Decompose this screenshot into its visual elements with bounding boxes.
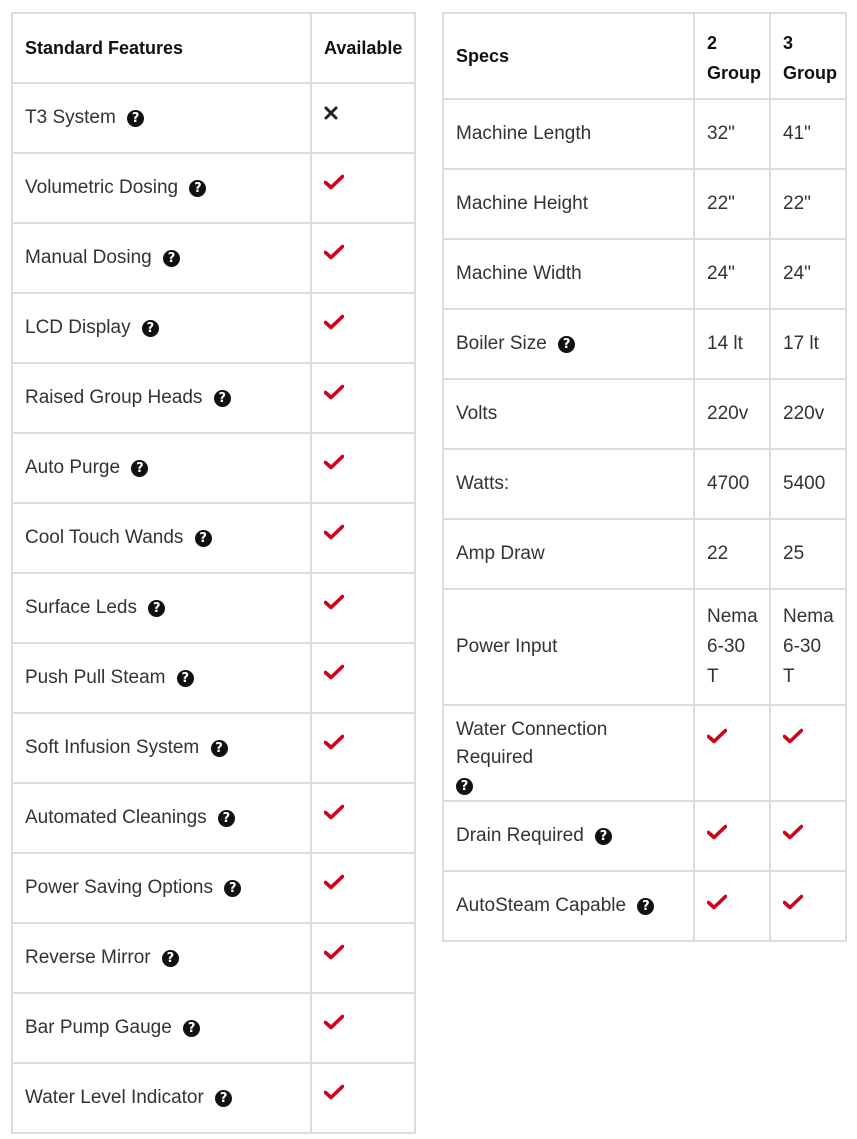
spec-g2-value-line: T xyxy=(707,666,719,687)
feature-available-cell xyxy=(311,153,415,223)
spec-label-cell xyxy=(443,309,694,379)
question-circle-icon[interactable]: ? xyxy=(195,530,212,547)
feature-available-cell xyxy=(311,853,415,923)
feature-label-cell xyxy=(12,293,311,363)
question-circle-icon[interactable]: ? xyxy=(142,320,159,337)
spec-g2-value-cell xyxy=(694,379,770,449)
spec-label: Volts xyxy=(456,403,498,424)
question-circle-icon[interactable]: ? xyxy=(558,336,575,353)
spec-label: Boiler Size xyxy=(456,333,547,354)
feature-label: T3 System xyxy=(25,107,116,128)
spec-row xyxy=(443,801,846,871)
feature-label: Volumetric Dosing xyxy=(25,177,179,198)
feature-row xyxy=(12,713,415,783)
check-icon xyxy=(707,824,727,840)
question-circle-icon[interactable]: ? xyxy=(214,390,231,407)
question-circle-icon[interactable]: ? xyxy=(456,778,473,795)
feature-available-cell xyxy=(311,573,415,643)
check-icon xyxy=(783,824,803,840)
spec-label-cell xyxy=(443,589,694,705)
question-circle-icon[interactable]: ? xyxy=(162,950,179,967)
feature-available-cell xyxy=(311,783,415,853)
check-icon xyxy=(324,314,344,330)
spec-g3-value-cell xyxy=(770,519,846,589)
feature-label-cell xyxy=(12,783,311,853)
check-icon xyxy=(324,1084,344,1100)
spec-row xyxy=(443,449,846,519)
feature-row xyxy=(12,573,415,643)
spec-label-cell xyxy=(443,801,694,871)
feature-label-cell xyxy=(12,573,311,643)
feature-label-cell xyxy=(12,923,311,993)
spec-label: AutoSteam Capable xyxy=(456,895,627,916)
spec-row xyxy=(443,705,846,801)
feature-row xyxy=(12,293,415,363)
spec-row xyxy=(443,519,846,589)
spec-g2-value: 22" xyxy=(707,193,735,214)
feature-label-cell xyxy=(12,643,311,713)
spec-g3-value-cell xyxy=(770,379,846,449)
spec-g3-check-cell xyxy=(770,801,846,871)
feature-label: Push Pull Steam xyxy=(25,667,166,688)
spec-label-cell xyxy=(443,239,694,309)
check-icon xyxy=(783,894,803,910)
spec-g2-value-cell xyxy=(694,169,770,239)
question-circle-icon[interactable]: ? xyxy=(183,1020,200,1037)
spec-row xyxy=(443,309,846,379)
features-header-row xyxy=(12,13,415,83)
spec-g2-value: 22 xyxy=(707,543,729,564)
spec-g3-value-cell xyxy=(770,239,846,309)
question-circle-icon[interactable]: ? xyxy=(215,1090,232,1107)
feature-label: Bar Pump Gauge xyxy=(25,1017,172,1038)
feature-available-cell xyxy=(311,503,415,573)
check-icon xyxy=(324,384,344,400)
feature-label-cell xyxy=(12,503,311,573)
spec-label-cell xyxy=(443,871,694,941)
spec-g2-check-cell xyxy=(694,705,770,801)
available-header-label: Available xyxy=(311,13,415,83)
check-icon xyxy=(324,944,344,960)
spec-g3-value: 41" xyxy=(783,123,811,144)
feature-label: Auto Purge xyxy=(25,457,121,478)
check-icon xyxy=(324,174,344,190)
feature-label: Raised Group Heads xyxy=(25,387,203,408)
feature-row xyxy=(12,363,415,433)
feature-row xyxy=(12,993,415,1063)
spec-label: Watts: xyxy=(456,473,510,494)
spec-label-cell xyxy=(443,519,694,589)
check-icon xyxy=(324,454,344,470)
group3-header-number: 3 xyxy=(783,33,794,53)
check-icon xyxy=(324,594,344,610)
spec-g3-value-line: Nema xyxy=(783,606,834,627)
spec-row xyxy=(443,99,846,169)
feature-row xyxy=(12,83,415,153)
question-circle-icon[interactable]: ? xyxy=(637,898,654,915)
check-icon xyxy=(324,874,344,890)
question-circle-icon[interactable]: ? xyxy=(127,110,144,127)
spec-g2-value-cell xyxy=(694,449,770,519)
check-icon xyxy=(324,804,344,820)
feature-available-cell xyxy=(311,1063,415,1133)
feature-label: Soft Infusion System xyxy=(25,737,200,758)
feature-label: Cool Touch Wands xyxy=(25,527,184,548)
spec-label: Drain Required xyxy=(456,825,584,846)
feature-label: Water Level Indicator xyxy=(25,1087,204,1108)
question-circle-icon[interactable]: ? xyxy=(131,460,148,477)
spec-row xyxy=(443,589,846,705)
feature-label: Reverse Mirror xyxy=(25,947,151,968)
spec-g2-value-cell xyxy=(694,309,770,379)
spec-label: Machine Width xyxy=(456,263,582,284)
spec-g3-value: 24" xyxy=(783,263,811,284)
spec-g3-value: 22" xyxy=(783,193,811,214)
spec-row xyxy=(443,169,846,239)
spec-g3-check-cell xyxy=(770,705,846,801)
group2-header xyxy=(694,13,770,99)
spec-g2-value-line: Nema xyxy=(707,606,758,627)
feature-available-cell xyxy=(311,223,415,293)
feature-available-cell xyxy=(311,713,415,783)
spec-g3-value-cell xyxy=(770,309,846,379)
spec-g3-value-cell xyxy=(770,589,846,705)
spec-g3-value-cell xyxy=(770,99,846,169)
feature-available-cell xyxy=(311,363,415,433)
specs-table xyxy=(442,12,847,942)
check-icon xyxy=(707,728,727,744)
feature-label: LCD Display xyxy=(25,317,131,338)
spec-g3-value: 220v xyxy=(783,403,825,424)
feature-label: Power Saving Options xyxy=(25,877,213,898)
feature-available-cell xyxy=(311,293,415,363)
feature-label: Surface Leds xyxy=(25,597,137,618)
spec-g2-value-cell xyxy=(694,239,770,309)
spec-g3-value-line: T xyxy=(783,666,795,687)
check-icon xyxy=(324,524,344,540)
question-circle-icon[interactable]: ? xyxy=(177,670,194,687)
feature-label-cell xyxy=(12,363,311,433)
spec-label-cell xyxy=(443,169,694,239)
spec-label: Water Connection Required xyxy=(456,719,608,768)
spec-g3-value: 5400 xyxy=(783,473,826,494)
feature-row xyxy=(12,503,415,573)
feature-row xyxy=(12,433,415,503)
group3-header-word: Group xyxy=(783,63,837,83)
feature-row xyxy=(12,643,415,713)
spec-g2-value: 24" xyxy=(707,263,735,284)
group2-header-word: Group xyxy=(707,63,761,83)
group3-header xyxy=(770,13,846,99)
question-circle-icon[interactable]: ? xyxy=(218,810,235,827)
spec-label-cell xyxy=(443,99,694,169)
spec-label: Machine Height xyxy=(456,193,589,214)
feature-label-cell xyxy=(12,153,311,223)
check-icon xyxy=(324,734,344,750)
spec-g2-value-line: 6-30 xyxy=(707,636,746,657)
feature-available-cell xyxy=(311,643,415,713)
spec-label: Machine Length xyxy=(456,123,592,144)
spec-g3-check-cell xyxy=(770,871,846,941)
feature-available-cell xyxy=(311,993,415,1063)
feature-row xyxy=(12,1063,415,1133)
feature-label-cell xyxy=(12,853,311,923)
spec-g2-value: 14 lt xyxy=(707,333,743,354)
check-icon xyxy=(324,664,344,680)
check-icon xyxy=(324,1014,344,1030)
group2-header-number: 2 xyxy=(707,33,718,53)
feature-label: Automated Cleanings xyxy=(25,807,207,828)
spec-label-cell xyxy=(443,379,694,449)
spec-row xyxy=(443,871,846,941)
specs-header-row xyxy=(443,13,846,99)
spec-g2-value: 32" xyxy=(707,123,735,144)
feature-label-cell xyxy=(12,713,311,783)
spec-row xyxy=(443,379,846,449)
question-circle-icon[interactable]: ? xyxy=(211,740,228,757)
features-table xyxy=(11,12,416,1134)
x-icon xyxy=(324,106,338,120)
question-circle-icon[interactable]: ? xyxy=(595,828,612,845)
question-circle-icon[interactable]: ? xyxy=(163,250,180,267)
feature-row xyxy=(12,923,415,993)
feature-available-cell xyxy=(311,83,415,153)
spec-label-cell xyxy=(443,705,694,801)
spec-g2-value-cell xyxy=(694,99,770,169)
spec-row xyxy=(443,239,846,309)
spec-g3-value-cell xyxy=(770,169,846,239)
feature-label-cell xyxy=(12,83,311,153)
question-circle-icon[interactable]: ? xyxy=(189,180,206,197)
spec-label: Amp Draw xyxy=(456,543,545,564)
spec-label-cell xyxy=(443,449,694,519)
feature-label: Manual Dosing xyxy=(25,247,152,268)
spec-g2-value-cell xyxy=(694,519,770,589)
check-icon xyxy=(324,244,344,260)
spec-g3-value-line: 6-30 xyxy=(783,636,822,657)
check-icon xyxy=(783,728,803,744)
feature-row xyxy=(12,853,415,923)
spec-g2-value: 4700 xyxy=(707,473,750,494)
spec-g3-value: 17 lt xyxy=(783,333,819,354)
specs-header-label: Specs xyxy=(443,13,694,99)
spec-g2-value: 220v xyxy=(707,403,749,424)
spec-g2-check-cell xyxy=(694,871,770,941)
spec-label: Power Input xyxy=(456,636,558,657)
spec-g2-value-cell xyxy=(694,589,770,705)
feature-available-cell xyxy=(311,923,415,993)
feature-row xyxy=(12,783,415,853)
features-header-label: Standard Features xyxy=(12,13,311,83)
question-circle-icon[interactable]: ? xyxy=(224,880,241,897)
feature-available-cell xyxy=(311,433,415,503)
feature-row xyxy=(12,223,415,293)
spec-g3-value: 25 xyxy=(783,543,805,564)
feature-row xyxy=(12,153,415,223)
spec-g2-check-cell xyxy=(694,801,770,871)
feature-label-cell xyxy=(12,223,311,293)
check-icon xyxy=(707,894,727,910)
feature-label-cell xyxy=(12,1063,311,1133)
feature-label-cell xyxy=(12,993,311,1063)
feature-label-cell xyxy=(12,433,311,503)
question-circle-icon[interactable]: ? xyxy=(148,600,165,617)
spec-g3-value-cell xyxy=(770,449,846,519)
